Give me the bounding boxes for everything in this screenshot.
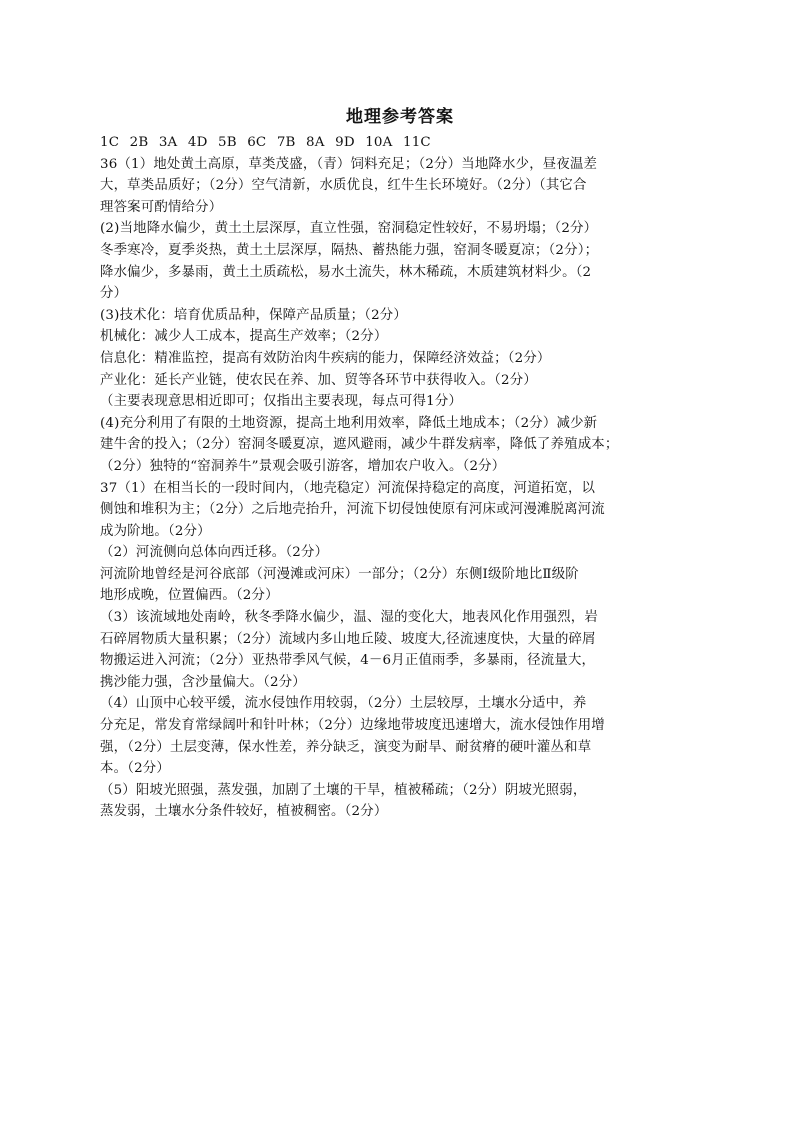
answer-line: 36（1）地处黄土高原，草类茂盛，（青）饲料充足；（2分）当地降水少，昼夜温差 <box>100 156 598 172</box>
answer-line: 37（1）在相当长的一段时间内，（地壳稳定）河流保持稳定的高度，河道拓宽，以 <box>100 480 596 496</box>
answer-line: 侧蚀和堆积为主；（2分）之后地壳抬升，河流下切侵蚀使原有河床或河漫滩脱离河流 <box>100 502 605 518</box>
answer-line: 大，草类品质好；（2分）空气清新，水质优良，红牛生长环境好。（2分）（其它合 <box>100 178 587 194</box>
answer-line: 地形成晚，位置偏西。（2分） <box>100 588 279 604</box>
answer-line: （2）河流侧向总体向西迁移。（2分） <box>100 545 329 561</box>
answer-line: 强，（2分）土层变薄，保水性差，养分缺乏，演变为耐旱、耐贫瘠的硬叶灌丛和草 <box>100 739 592 755</box>
answer-line: （4）山顶中心较平缓，流水侵蚀作用较弱，（2分）土层较厚，土壤水分适中，养 <box>100 696 587 712</box>
answer-line: 建牛舍的投入；（2分）窑洞冬暖夏凉，遮风避雨，减少牛群发病率，降低了养殖成本； <box>100 437 619 453</box>
answer-line: 信息化：精准监控，提高有效防治肉牛疾病的能力，保障经济效益；（2分） <box>100 350 551 366</box>
answer-line: 机械化：减少人工成本，提高生产效率；（2分） <box>100 329 388 345</box>
answer-line: 分充足，常发育常绿阔叶和针叶林；（2分）边缘地带坡度迅速增大，流水侵蚀作用增 <box>100 718 605 734</box>
answer-line: 本。（2分） <box>100 761 170 777</box>
answer-line: 成为阶地。（2分） <box>100 523 211 539</box>
answer-line: 物搬运进入河流；（2分）亚热带季风气候，4－6月正值雨季，多暴雨，径流量大， <box>100 653 596 669</box>
answer-line: （主要表现意思相近即可；仅指出主要表现，每点可得1分） <box>100 394 463 410</box>
answer-line: 石碎屑物质大量积累；（2分）流域内多山地丘陵、坡度大,径流速度快，大量的碎屑 <box>100 631 596 647</box>
answer-line: （2分）独特的“窑洞养牛”景观会吸引游客，增加农户收入。（2分） <box>100 458 506 474</box>
answer-line: 产业化：延长产业链，使农民在养、加、贸等各环节中获得收入。（2分） <box>100 372 537 388</box>
answer-line: 河流阶地曾经是河谷底部（河漫滩或河床）一部分；（2分）东侧Ⅰ级阶地比Ⅱ级阶 <box>100 566 579 582</box>
answer-line: (3)技术化：培育优质品种，保障产品质量；（2分） <box>100 307 407 323</box>
answer-sheet <box>100 104 700 823</box>
answer-line: 携沙能力强，含沙量偏大。（2分） <box>100 674 306 690</box>
answer-line: 理答案可酌情给分） <box>100 199 223 215</box>
answer-line: （5）阳坡光照强，蒸发强，加剧了土壤的干旱，植被稀疏；（2分）阴坡光照弱， <box>100 782 587 798</box>
answer-line: 蒸发弱，土壤水分条件较好，植被稠密。（2分） <box>100 804 388 820</box>
answer-line: （3）该流域地处南岭，秋冬季降水偏少，温、湿的变化大，地表风化作用强烈，岩 <box>100 610 598 626</box>
answer-line: 冬季寒冷，夏季炎热，黄土土层深厚，隔热、蓄热能力强，窑洞冬暖夏凉；（2分）； <box>100 242 599 258</box>
multiple-choice-answers: 1C 2B 3A 4D 5B 6C 7B 8A 9D 10A 11C <box>100 135 431 150</box>
answer-body <box>100 154 700 823</box>
answer-line: 分） <box>100 286 128 302</box>
answer-line: (4)充分利用了有限的土地资源，提高土地利用效率，降低土地成本；（2分）减少新 <box>100 415 598 431</box>
answer-line: (2)当地降水偏少，黄土土层深厚，直立性强，窑洞稳定性较好，不易坍塌；（2分） <box>100 221 598 237</box>
page-title: 地理参考答案 <box>346 107 454 127</box>
answer-line: 降水偏少，多暴雨，黄土土质疏松，易水土流失，林木稀疏，木质建筑材料少。（2 <box>100 264 592 280</box>
